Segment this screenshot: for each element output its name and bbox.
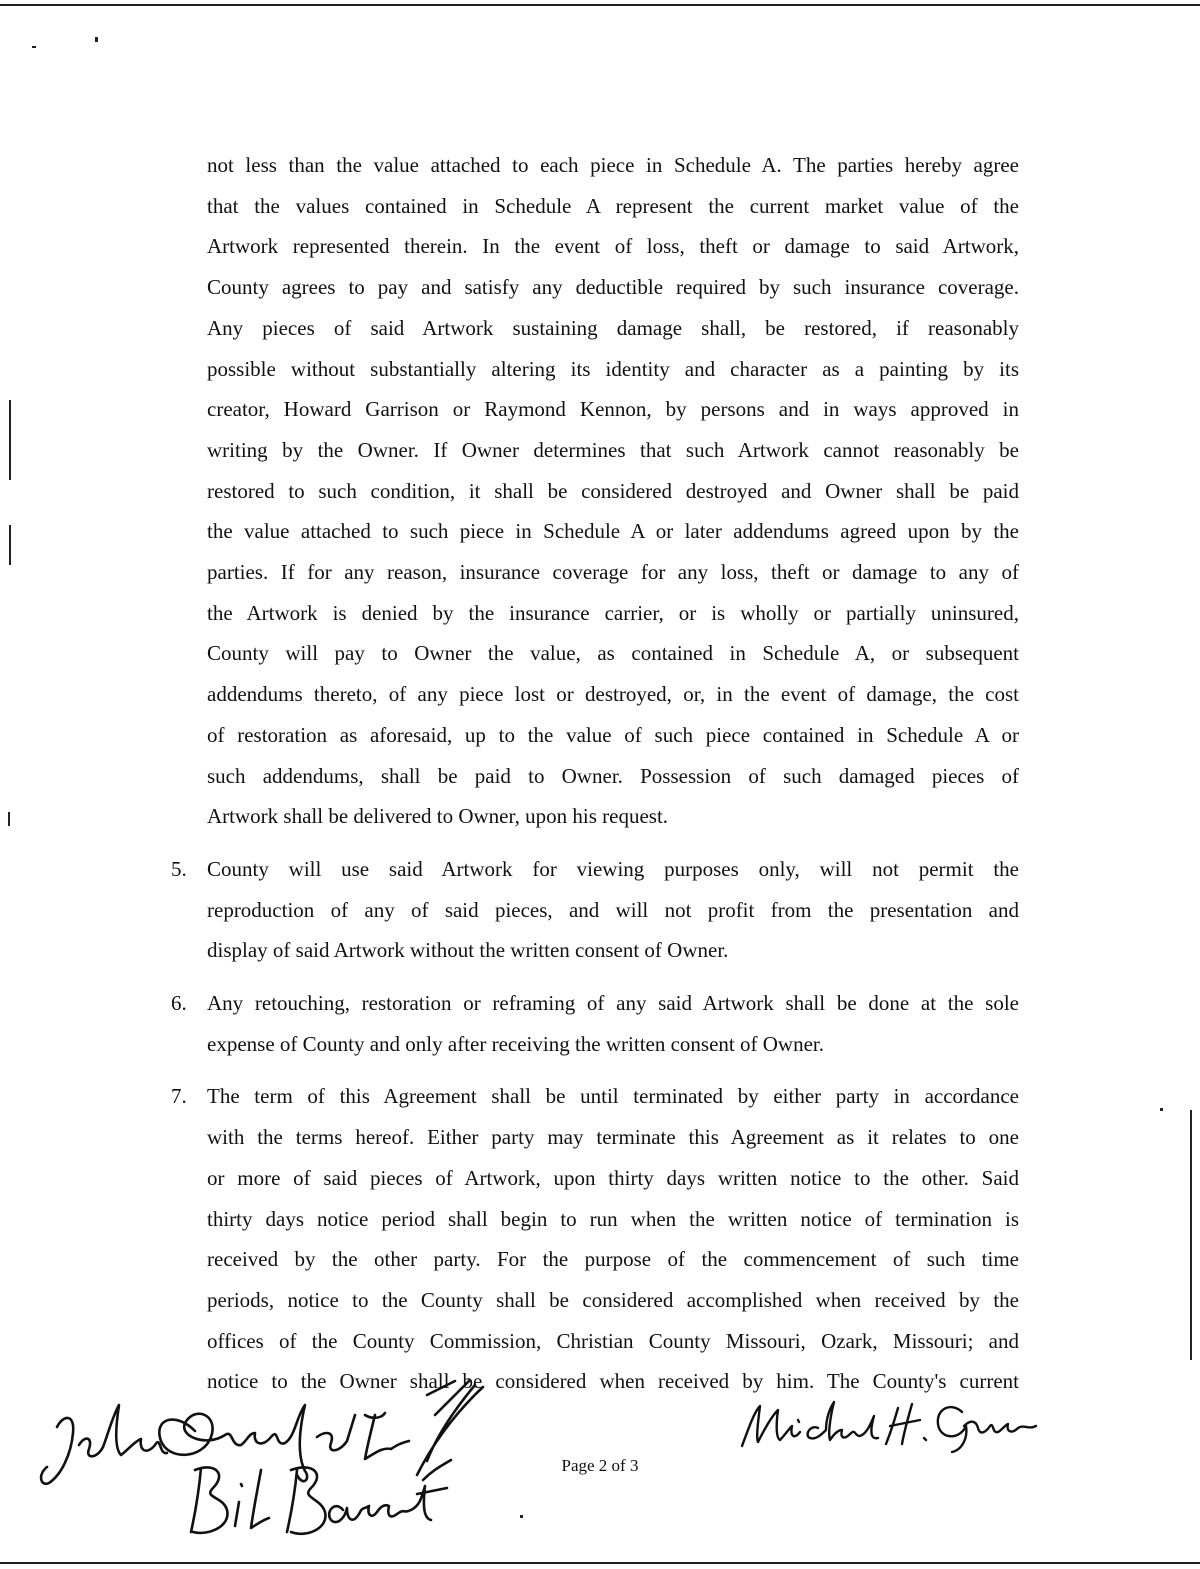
paragraph-line: parties. If for any reason, insurance coverage for any loss, theft or damage to any of bbox=[207, 560, 1019, 585]
signature-left-lower bbox=[165, 1440, 465, 1545]
top-border-line bbox=[0, 4, 1200, 6]
page-number: Page 2 of 3 bbox=[561, 1456, 639, 1475]
item-line: Any retouching, restoration or reframing of any said Artwork shall be done at the sole bbox=[207, 991, 1019, 1016]
scan-mark bbox=[32, 46, 36, 48]
item-line: County will use said Artwork for viewing purposes only, will not permit the bbox=[207, 856, 1019, 881]
paragraph-line: the Artwork is denied by the insurance carrier, or is wholly or partially uninsured, bbox=[207, 600, 1019, 625]
signature-right bbox=[730, 1390, 1040, 1460]
paragraph-line: County will pay to Owner the value, as contained in Schedule A, or subsequent bbox=[207, 641, 1019, 666]
paragraph-line: Artwork shall be delivered to Owner, upon his request. bbox=[207, 804, 669, 829]
item-line: display of said Artwork without the written consent of Owner. bbox=[207, 938, 729, 963]
numbered-item bbox=[171, 983, 1019, 1064]
item-line: expense of County and only after receiving the written consent of Owner. bbox=[207, 1031, 824, 1056]
scan-mark bbox=[8, 812, 10, 826]
paragraph-line: of restoration as aforesaid, up to the value of such piece contained in Schedule A or bbox=[207, 722, 1019, 747]
scan-mark bbox=[520, 1515, 523, 1518]
scan-mark bbox=[1160, 1108, 1163, 1111]
scan-mark bbox=[9, 400, 11, 480]
paragraph-line: Any pieces of said Artwork sustaining damage shall, be restored, if reasonably bbox=[207, 315, 1019, 340]
item-line: offices of the County Commission, Christian County Missouri, Ozark, Missouri; and bbox=[207, 1328, 1019, 1353]
numbered-item bbox=[171, 1076, 1019, 1402]
item-line: or more of said pieces of Artwork, upon thirty days written notice to the other. Said bbox=[207, 1165, 1019, 1190]
paragraph-line: possible without substantially altering its identity and character as a painting by its bbox=[207, 356, 1019, 381]
continued-paragraph bbox=[207, 145, 1019, 837]
numbered-item bbox=[171, 849, 1019, 971]
paragraph-line: such addendums, shall be paid to Owner. Possession of such damaged pieces of bbox=[207, 763, 1019, 788]
bottom-border-line bbox=[0, 1562, 1200, 1564]
item-line: periods, notice to the County shall be considered accomplished when received by the bbox=[207, 1287, 1019, 1312]
item-line: reproduction of any of said pieces, and will not profit from the presentation and bbox=[207, 897, 1019, 922]
paragraph-line: the value attached to such piece in Schedule A or later addendums agreed upon by the bbox=[207, 519, 1019, 544]
item-line: The term of this Agreement shall be until terminated by either party in accordance bbox=[207, 1084, 1019, 1109]
paragraph-line: addendums thereto, of any piece lost or destroyed, or, in the event of damage, the cost bbox=[207, 682, 1019, 707]
item-number: 7. bbox=[171, 1084, 187, 1109]
agreement-body bbox=[171, 145, 1019, 1402]
paragraph-line: creator, Howard Garrison or Raymond Kennon, by persons and in ways approved in bbox=[207, 397, 1019, 422]
item-line: with the terms hereof. Either party may terminate this Agreement as it relates to one bbox=[207, 1125, 1019, 1150]
item-line: thirty days notice period shall begin to run when the written notice of termination is bbox=[207, 1206, 1019, 1231]
scan-mark bbox=[1190, 1110, 1192, 1360]
item-number: 6. bbox=[171, 991, 187, 1016]
paragraph-line: County agrees to pay and satisfy any deductible required by such insurance coverage. bbox=[207, 275, 1019, 300]
paragraph-line: writing by the Owner. If Owner determines that such Artwork cannot reasonably be bbox=[207, 437, 1019, 462]
item-number: 5. bbox=[171, 856, 187, 881]
item-line: notice to the Owner shall be considered when received by him. The County's current bbox=[207, 1369, 1019, 1394]
scan-mark bbox=[9, 525, 11, 565]
item-line: received by the other party. For the purpose of the commencement of such time bbox=[207, 1247, 1019, 1272]
scan-mark bbox=[95, 37, 98, 42]
paragraph-line: Artwork represented therein. In the event of loss, theft or damage to said Artwork, bbox=[207, 234, 1019, 259]
paragraph-line: restored to such condition, it shall be considered destroyed and Owner shall be paid bbox=[207, 478, 1019, 503]
paragraph-line: not less than the value attached to each piece in Schedule A. The parties hereby agree bbox=[207, 153, 1019, 177]
paragraph-line: that the values contained in Schedule A represent the current market value of the bbox=[207, 193, 1019, 218]
